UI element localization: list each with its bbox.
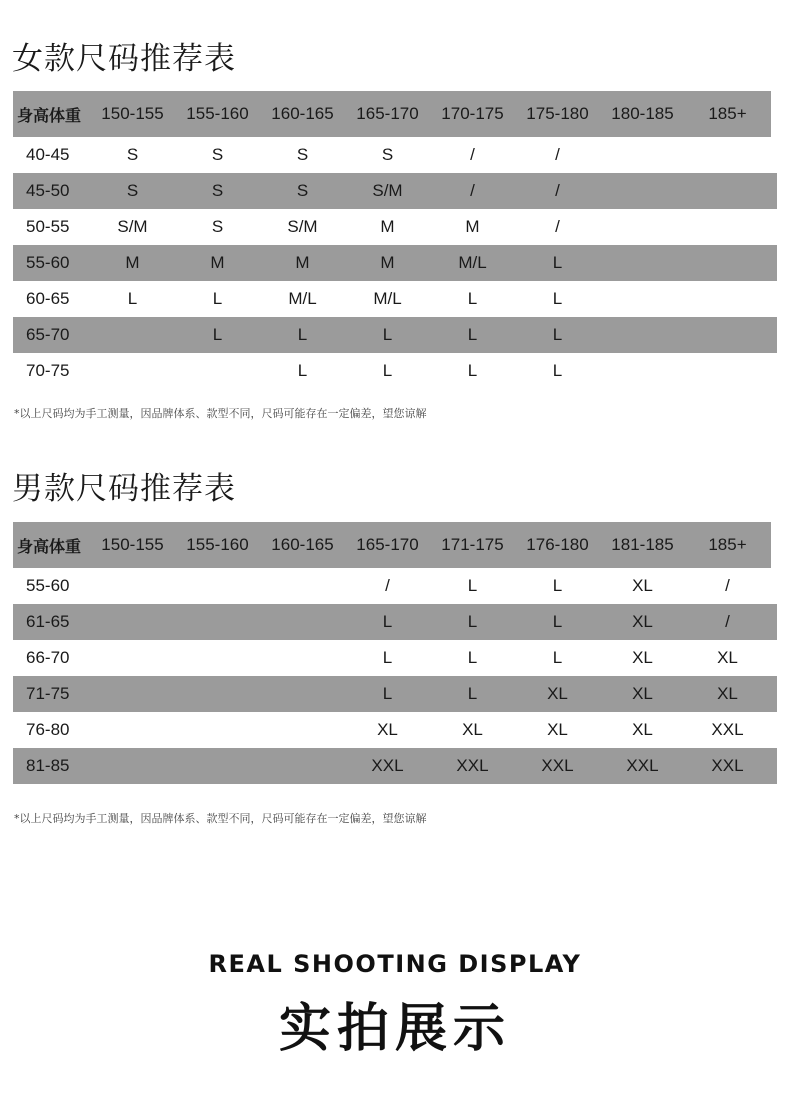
size-cell (600, 137, 685, 173)
size-cell (90, 748, 175, 784)
size-cell: L (552, 576, 563, 595)
size-cell (175, 640, 260, 676)
header-height-range: 165-170 (356, 535, 419, 554)
size-cell: / (470, 145, 475, 164)
table-row (13, 676, 777, 712)
men-size-chart-title: 男款尺码推荐表 (12, 471, 236, 507)
size-cell: S (296, 181, 309, 200)
weight-range-cell: 81-85 (26, 756, 70, 775)
size-cell: S (211, 181, 224, 200)
women-size-chart-title: 女款尺码推荐表 (12, 41, 236, 77)
header-height-range: 160-165 (271, 535, 334, 554)
size-cell: / (385, 576, 390, 595)
header-height-range: 175-180 (526, 104, 589, 123)
size-cell: XL (547, 720, 568, 739)
weight-range-cell: 55-60 (26, 253, 70, 272)
size-cell: L (212, 325, 223, 344)
size-cell (175, 353, 260, 389)
size-cell: S/M (372, 181, 403, 200)
size-cell: L (382, 361, 393, 380)
header-height-range: 160-165 (271, 104, 334, 123)
size-cell (90, 353, 175, 389)
size-cell (260, 676, 345, 712)
table-row (13, 748, 777, 784)
weight-range-cell: 65-70 (26, 325, 70, 344)
table-row (13, 640, 777, 676)
size-cell: XL (717, 648, 738, 667)
real-shooting-display-chinese-heading: 实拍展示 (278, 999, 511, 1059)
size-cell (90, 676, 175, 712)
size-cell (175, 604, 260, 640)
size-cell (600, 209, 685, 245)
table-header-row (13, 91, 771, 137)
size-cell (90, 317, 175, 353)
size-cell (90, 568, 175, 604)
table-row (13, 209, 777, 245)
size-cell: XL (632, 612, 653, 631)
size-cell: M (125, 253, 140, 272)
size-cell: / (725, 576, 730, 595)
header-height-range: 165-170 (356, 104, 419, 123)
size-cell: L (552, 325, 563, 344)
size-cell: L (127, 289, 138, 308)
size-cell (175, 676, 260, 712)
size-cell: M/L (288, 289, 317, 308)
size-cell (260, 748, 345, 784)
size-cell: S (126, 145, 139, 164)
size-cell: L (382, 648, 393, 667)
size-cell (90, 604, 175, 640)
size-cell: L (552, 361, 563, 380)
size-cell (600, 281, 685, 317)
size-cell: M (380, 253, 395, 272)
size-cell: L (467, 576, 478, 595)
size-cell: XL (377, 720, 398, 739)
size-cell: L (382, 684, 393, 703)
size-cell (685, 317, 770, 353)
header-height-weight-label: 身高体重 (17, 536, 82, 556)
size-cell: S (296, 145, 309, 164)
size-cell: M/L (373, 289, 402, 308)
header-height-range: 155-160 (186, 104, 249, 123)
table-row (13, 245, 777, 281)
table-header-row (13, 522, 771, 568)
size-cell: M (210, 253, 225, 272)
size-cell: XXL (711, 756, 744, 775)
header-height-range: 181-185 (611, 535, 674, 554)
men-size-table (13, 522, 777, 784)
table-row (13, 568, 777, 604)
size-cell (260, 712, 345, 748)
size-cell (600, 353, 685, 389)
weight-range-cell: 71-75 (26, 684, 70, 703)
size-cell: / (470, 181, 475, 200)
size-cell: L (382, 612, 393, 631)
size-cell (90, 712, 175, 748)
size-cell: L (212, 289, 223, 308)
header-height-range: 185+ (708, 104, 747, 123)
size-cell: / (555, 181, 560, 200)
size-cell: XXL (456, 756, 489, 775)
size-cell (685, 353, 770, 389)
size-cell (260, 604, 345, 640)
table-row (13, 712, 777, 748)
weight-range-cell: 45-50 (26, 181, 70, 200)
size-cell (600, 173, 685, 209)
size-cell (175, 712, 260, 748)
size-cell: L (467, 289, 478, 308)
weight-range-cell: 66-70 (26, 648, 70, 667)
size-cell (175, 748, 260, 784)
size-cell: S (211, 145, 224, 164)
size-cell: / (555, 145, 560, 164)
size-cell (685, 209, 770, 245)
header-height-range: 185+ (708, 535, 747, 554)
table-row (13, 173, 777, 209)
size-cell (685, 173, 770, 209)
size-cell (685, 245, 770, 281)
size-cell: S (381, 145, 394, 164)
weight-range-cell: 61-65 (26, 612, 70, 631)
header-height-range: 171-175 (441, 535, 504, 554)
table-row (13, 281, 777, 317)
size-cell: L (552, 648, 563, 667)
weight-range-cell: 70-75 (26, 361, 70, 380)
size-cell: L (297, 325, 308, 344)
size-cell: L (467, 325, 478, 344)
table-row (13, 353, 777, 389)
table-row (13, 137, 777, 173)
size-cell: XXL (371, 756, 404, 775)
size-cell: XXL (626, 756, 659, 775)
weight-range-cell: 76-80 (26, 720, 70, 739)
size-cell (600, 317, 685, 353)
size-cell (685, 281, 770, 317)
size-cell: L (552, 253, 563, 272)
size-cell: XL (632, 648, 653, 667)
size-cell: M (465, 217, 480, 236)
real-shooting-display-heading: REAL SHOOTING DISPLAY (208, 950, 582, 978)
size-cell: XL (547, 684, 568, 703)
weight-range-cell: 40-45 (26, 145, 70, 164)
size-cell: XXL (541, 756, 574, 775)
size-cell: / (725, 612, 730, 631)
weight-range-cell: 55-60 (26, 576, 70, 595)
header-height-range: 150-155 (101, 104, 164, 123)
size-cell: XL (717, 684, 738, 703)
header-height-range: 150-155 (101, 535, 164, 554)
table-row (13, 317, 777, 353)
size-cell: L (297, 361, 308, 380)
size-cell: L (552, 612, 563, 631)
size-cell: XL (632, 720, 653, 739)
size-cell: L (467, 361, 478, 380)
header-height-weight-label: 身高体重 (17, 105, 82, 125)
size-cell: L (382, 325, 393, 344)
size-cell (90, 640, 175, 676)
table-row (13, 604, 777, 640)
size-cell: L (467, 612, 478, 631)
size-cell: M (380, 217, 395, 236)
men-size-note: *以上尺码均为手工测量，因品牌体系、款型不同，尺码可能存在一定偏差，望您谅解 (14, 812, 427, 825)
size-cell: S (211, 217, 224, 236)
women-size-table (13, 91, 777, 389)
size-cell: S/M (117, 217, 148, 236)
size-cell: L (552, 289, 563, 308)
header-height-range: 155-160 (186, 535, 249, 554)
size-cell: S (126, 181, 139, 200)
size-cell (600, 245, 685, 281)
size-cell (260, 640, 345, 676)
weight-range-cell: 50-55 (26, 217, 70, 236)
size-cell: L (467, 684, 478, 703)
header-height-range: 176-180 (526, 535, 589, 554)
size-cell: XXL (711, 720, 744, 739)
size-cell: L (467, 648, 478, 667)
size-cell: XL (632, 684, 653, 703)
size-cell: XL (462, 720, 483, 739)
header-height-range: 180-185 (611, 104, 674, 123)
size-cell: M (295, 253, 310, 272)
weight-range-cell: 60-65 (26, 289, 70, 308)
size-cell (175, 568, 260, 604)
size-cell: XL (632, 576, 653, 595)
size-cell: M/L (458, 253, 487, 272)
size-cell (260, 568, 345, 604)
size-cell (685, 137, 770, 173)
size-cell: S/M (287, 217, 318, 236)
header-height-range: 170-175 (441, 104, 504, 123)
women-size-note: *以上尺码均为手工测量，因品牌体系、款型不同，尺码可能存在一定偏差，望您谅解 (14, 407, 427, 420)
size-cell: / (555, 217, 560, 236)
